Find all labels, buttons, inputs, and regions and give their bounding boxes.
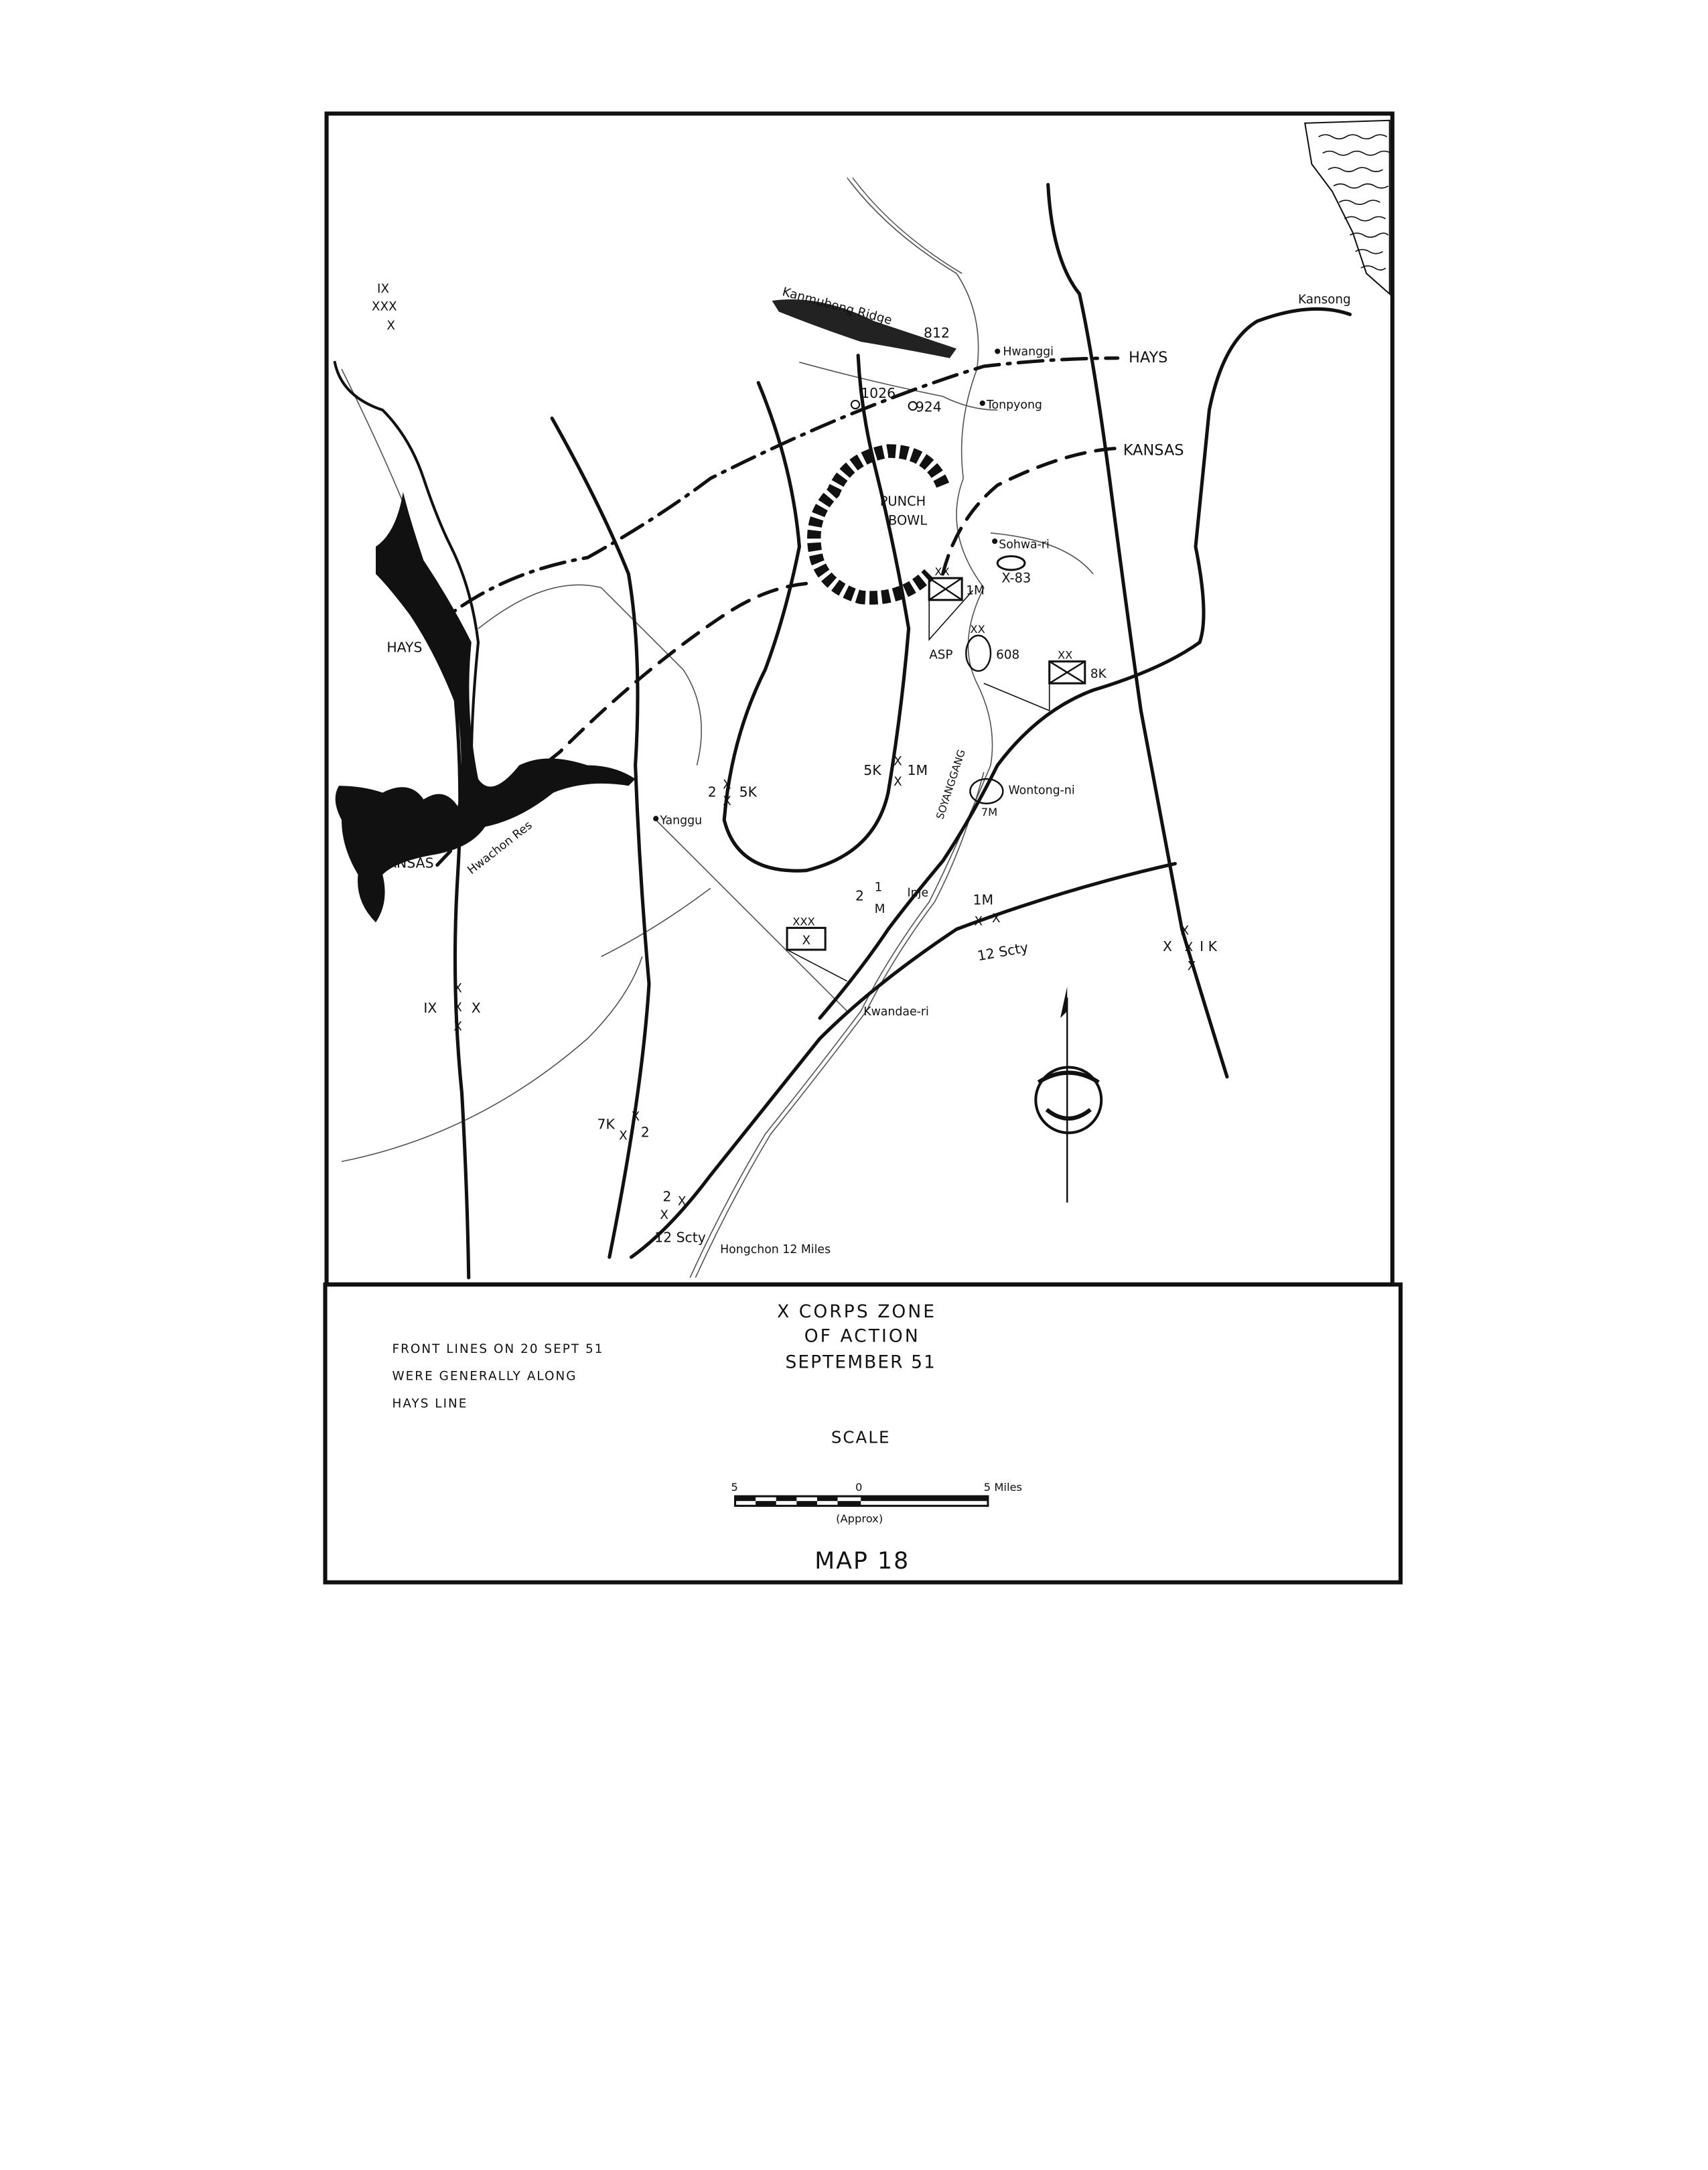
label-hwanggi: Hwanggi xyxy=(1003,345,1054,359)
boundary-x-a: X xyxy=(723,778,731,792)
unit-x-left-east: X xyxy=(1163,938,1173,955)
sea-area xyxy=(1305,121,1391,294)
unit-1m-12: 1M xyxy=(973,891,994,908)
label-wontong-ni: Wontong-ni xyxy=(1008,784,1075,798)
label-hwachon-res: Hwachon Res xyxy=(465,818,535,877)
boundary-x-n: X xyxy=(619,1129,628,1143)
unit-asp: ASP xyxy=(929,648,953,662)
legend xyxy=(392,1301,1022,1575)
unit-ik: I K xyxy=(1200,938,1217,955)
unit-7k: 7K xyxy=(597,1116,615,1133)
unit-2-south: 2 xyxy=(662,1188,672,1205)
label-punch: PUNCH xyxy=(879,494,926,510)
rivers xyxy=(342,177,1093,1277)
unit-x-corps: X xyxy=(802,933,811,948)
echelon-xx-8k: XX xyxy=(1057,648,1073,662)
north-arrow-icon xyxy=(1060,987,1067,1202)
label-hays-east: HAYS xyxy=(1129,348,1168,366)
unit-1m-right: 1M xyxy=(907,762,928,778)
ix-corps-top: IX xyxy=(377,281,390,296)
scale-approx-note: (Approx) xyxy=(836,1512,883,1525)
scale-title: SCALE xyxy=(831,1427,891,1447)
map-number: MAP 18 xyxy=(814,1548,910,1575)
boundary-x-i: X xyxy=(453,1019,462,1034)
unit-1m: 1M xyxy=(966,583,985,598)
asp-608-symbol xyxy=(929,623,1019,671)
boundary-x-p: X xyxy=(660,1208,668,1222)
unit-xm-inje: M xyxy=(874,901,885,916)
unit-12-scty: 12 Scty xyxy=(976,939,1029,964)
label-x-83: X-83 xyxy=(1001,570,1031,586)
label-sohwa-ri: Sohwa-ri xyxy=(999,538,1050,552)
scale-mid-label: 0 xyxy=(855,1480,863,1494)
boundary-x-b: X xyxy=(723,794,731,808)
unit-7m: 7M xyxy=(981,806,998,819)
legend-note-line-3: HAYS LINE xyxy=(392,1396,468,1411)
scale-left-label: 5 xyxy=(731,1480,738,1494)
airstrip-icon xyxy=(997,557,1025,570)
label-hongchon: Hongchon 12 Miles xyxy=(720,1242,831,1256)
label-hill-924: 924 xyxy=(915,399,942,415)
boundary-x-j: X xyxy=(1180,924,1190,938)
label-soyanggang: SOYANGGANG xyxy=(934,747,968,821)
label-kansong: Kansong xyxy=(1298,293,1351,307)
unit-ix-left: IX xyxy=(423,999,437,1016)
boundary-x-g: X xyxy=(453,981,462,996)
unit-symbols xyxy=(372,282,1218,1246)
legend-note-line-1: FRONT LINES ON 20 SEPT 51 xyxy=(392,1342,604,1356)
boundary-x-d: X xyxy=(894,775,902,790)
x-corps-symbol xyxy=(787,915,847,981)
boundary-x-m: X xyxy=(631,1110,640,1125)
label-bowl: BOWL xyxy=(888,512,928,528)
unit-x-right: X xyxy=(471,999,481,1016)
label-hays-west: HAYS xyxy=(386,639,423,656)
echelon-xx-asp: XX xyxy=(970,622,985,636)
unit-x1-inje: 1 xyxy=(874,880,883,895)
boundary-x-k: X xyxy=(1184,940,1194,955)
label-kanmubong-ridge: Kanmubong Ridge xyxy=(780,285,894,328)
label-kansas-west: KANSAS xyxy=(378,855,434,871)
legend-title-line-2: OF ACTION xyxy=(804,1325,920,1347)
boundary-lines xyxy=(451,185,1227,1278)
ix-corps-top-x: X xyxy=(386,318,395,333)
scale-bar xyxy=(735,1496,988,1506)
boundary-x-f: X xyxy=(992,912,1001,926)
label-inje: Inje xyxy=(907,886,929,900)
echelon-xxx: XXX xyxy=(792,915,815,928)
unit-2-5k-left: 2 xyxy=(707,784,717,800)
echelon-xx: XX xyxy=(934,565,950,579)
legend-title-line-3: SEPTEMBER 51 xyxy=(785,1352,936,1373)
label-kansas-east: KANSAS xyxy=(1123,441,1184,459)
label-hill-812: 812 xyxy=(924,325,950,342)
unit-7k-2: 2 xyxy=(640,1124,650,1141)
label-yanggu: Yanggu xyxy=(660,814,703,828)
legend-title-line-1: X CORPS ZONE xyxy=(777,1301,937,1322)
usmc-emblem-icon xyxy=(1036,1067,1101,1133)
boundary-x-h: X xyxy=(453,1000,462,1015)
boundary-x-l: X xyxy=(1187,959,1196,974)
unit-608: 608 xyxy=(996,648,1020,662)
ix-corps-top-xxx: XXX xyxy=(371,299,397,314)
label-kwandae-ri: Kwandae-ri xyxy=(863,1005,929,1019)
label-tonpyong: Tonpyong xyxy=(986,399,1042,413)
boundary-x-e: X xyxy=(974,914,983,929)
legend-note-line-2: WERE GENERALLY ALONG xyxy=(392,1369,577,1384)
unit-5k-left: 5K xyxy=(863,762,881,778)
scale-right-label: 5 Miles xyxy=(983,1480,1023,1494)
unit-12-scty-south: 12 Scty xyxy=(654,1229,706,1246)
boundary-x-o: X xyxy=(677,1194,687,1209)
unit-2-inje: 2 xyxy=(855,887,865,904)
unit-5k-right: 5K xyxy=(739,784,757,800)
label-hill-1026: 1026 xyxy=(861,384,896,401)
boundary-x-c: X xyxy=(894,754,902,769)
unit-8k: 8K xyxy=(1090,667,1107,682)
